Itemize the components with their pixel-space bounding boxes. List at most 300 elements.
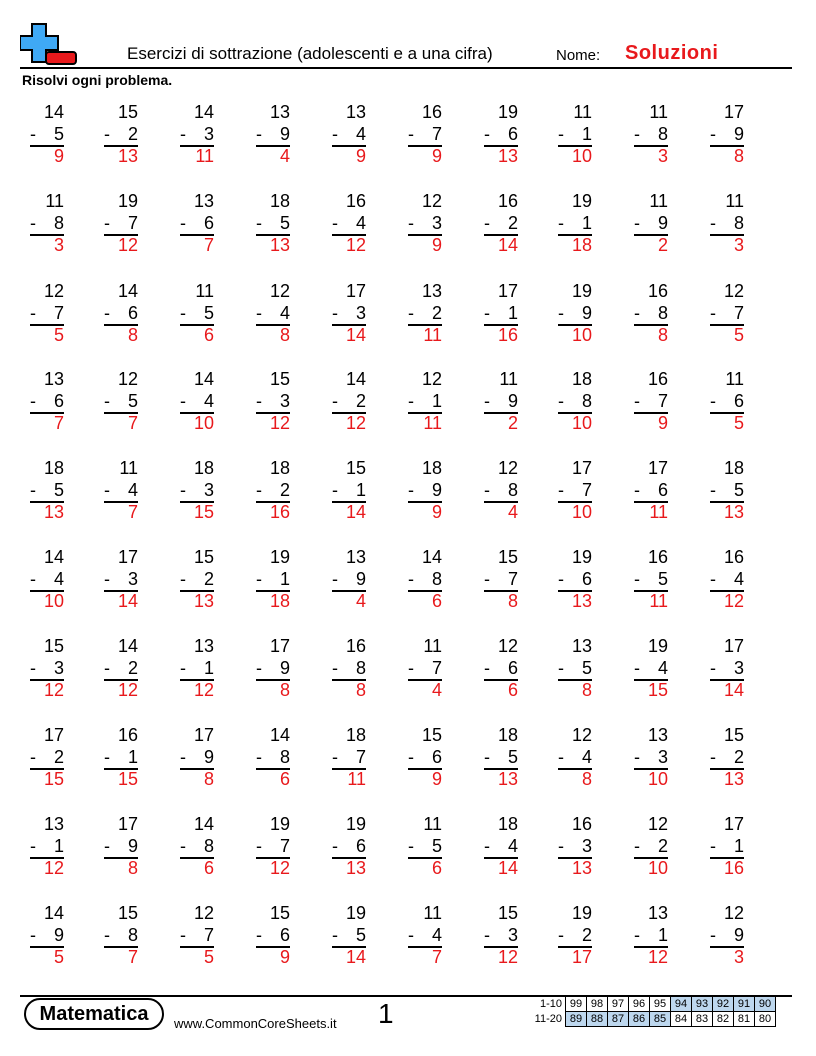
minus-sign: -	[710, 480, 716, 500]
answer: 17	[571, 947, 592, 967]
minuend: 13	[647, 903, 668, 923]
subtrahend: 6	[127, 303, 138, 323]
minus-sign: -	[104, 480, 110, 500]
score-row	[522, 1012, 776, 1027]
subtrahend: 5	[203, 303, 214, 323]
score-cell: 82	[713, 1012, 734, 1027]
minus-sign: -	[30, 391, 36, 411]
minus-sign: -	[634, 303, 640, 323]
subtrahend: 2	[53, 747, 64, 767]
minuend: 14	[43, 102, 64, 122]
minuend: 18	[193, 458, 214, 478]
subtrahend: 9	[203, 747, 214, 767]
minus-sign: -	[558, 658, 564, 678]
subtrahend: 1	[53, 836, 64, 856]
answer: 12	[345, 413, 366, 433]
minus-sign: -	[180, 124, 186, 144]
score-cell: 97	[608, 997, 629, 1012]
minuend: 19	[345, 814, 366, 834]
subtrahend: 4	[657, 658, 668, 678]
score-cell: 95	[650, 997, 671, 1012]
minuend: 12	[723, 281, 744, 301]
minus-sign: -	[484, 569, 490, 589]
score-cell: 80	[755, 1012, 776, 1027]
minus-sign: -	[332, 925, 338, 945]
subtrahend: 4	[355, 124, 366, 144]
minus-sign: -	[180, 836, 186, 856]
minus-sign: -	[558, 747, 564, 767]
minuend: 11	[649, 102, 668, 122]
answer: 14	[723, 680, 744, 700]
minuend: 17	[723, 814, 744, 834]
answer: 5	[53, 325, 64, 345]
subtrahend: 3	[203, 124, 214, 144]
score-cell: 92	[713, 997, 734, 1012]
answer: 5	[733, 413, 744, 433]
subtrahend: 9	[127, 836, 138, 856]
answer: 8	[203, 769, 214, 789]
minuend: 15	[193, 547, 214, 567]
minus-sign: -	[634, 836, 640, 856]
answer: 11	[649, 591, 668, 611]
minus-sign: -	[634, 391, 640, 411]
page-number: 1	[378, 998, 394, 1029]
subtrahend: 5	[279, 213, 290, 233]
minus-sign: -	[332, 303, 338, 323]
answer: 18	[571, 235, 592, 255]
minuend: 19	[117, 191, 138, 211]
minus-sign: -	[408, 303, 414, 323]
answer: 6	[431, 591, 442, 611]
subtrahend: 8	[53, 213, 64, 233]
answer: 9	[279, 947, 290, 967]
subtrahend: 4	[431, 925, 442, 945]
minuend: 18	[421, 458, 442, 478]
minuend: 12	[117, 369, 138, 389]
subtrahend: 6	[355, 836, 366, 856]
minus-sign: -	[558, 303, 564, 323]
minuend: 11	[649, 191, 668, 211]
minus-sign: -	[710, 747, 716, 767]
subtrahend: 2	[203, 569, 214, 589]
subtrahend: 8	[657, 124, 668, 144]
answer: 12	[193, 680, 214, 700]
minus-sign: -	[408, 480, 414, 500]
minus-sign: -	[256, 124, 262, 144]
minus-sign: -	[634, 747, 640, 767]
subtrahend: 3	[657, 747, 668, 767]
minus-sign: -	[104, 836, 110, 856]
minus-sign: -	[484, 391, 490, 411]
minuend: 18	[497, 725, 518, 745]
answer: 12	[269, 413, 290, 433]
subtrahend: 2	[431, 303, 442, 323]
answer: 15	[193, 502, 214, 522]
minus-sign: -	[710, 836, 716, 856]
minuend: 13	[345, 547, 366, 567]
score-cell: 87	[608, 1012, 629, 1027]
minus-sign: -	[332, 124, 338, 144]
answer: 4	[431, 680, 442, 700]
minuend: 15	[269, 903, 290, 923]
minus-sign: -	[180, 747, 186, 767]
answer: 3	[733, 947, 744, 967]
minuend: 12	[571, 725, 592, 745]
minus-sign: -	[30, 213, 36, 233]
minuend: 14	[43, 547, 64, 567]
answer: 7	[53, 413, 64, 433]
minuend: 12	[421, 369, 442, 389]
minus-sign: -	[104, 124, 110, 144]
subtrahend: 6	[203, 213, 214, 233]
answer: 15	[647, 680, 668, 700]
minus-sign: -	[30, 303, 36, 323]
minuend: 14	[43, 903, 64, 923]
minuend: 18	[269, 191, 290, 211]
answer: 8	[657, 325, 668, 345]
minus-sign: -	[180, 569, 186, 589]
answer: 10	[571, 146, 592, 166]
answer: 14	[345, 502, 366, 522]
minuend: 13	[421, 281, 442, 301]
answer: 14	[345, 325, 366, 345]
minus-sign: -	[634, 658, 640, 678]
answer: 14	[497, 235, 518, 255]
minuend: 19	[571, 191, 592, 211]
subtrahend: 1	[733, 836, 744, 856]
answer: 14	[497, 858, 518, 878]
minuend: 19	[345, 903, 366, 923]
minuend: 11	[725, 191, 744, 211]
minus-sign: -	[104, 213, 110, 233]
subtrahend: 6	[507, 124, 518, 144]
minus-sign: -	[332, 658, 338, 678]
minus-sign: -	[180, 925, 186, 945]
minuend: 16	[647, 547, 668, 567]
minus-sign: -	[256, 658, 262, 678]
score-cell: 85	[650, 1012, 671, 1027]
minuend: 19	[497, 102, 518, 122]
minus-sign: -	[484, 925, 490, 945]
minus-sign: -	[710, 124, 716, 144]
answer: 8	[127, 858, 138, 878]
minuend: 19	[647, 636, 668, 656]
answer: 10	[571, 502, 592, 522]
minus-sign: -	[104, 569, 110, 589]
minuend: 17	[647, 458, 668, 478]
minuend: 13	[269, 102, 290, 122]
subtrahend: 6	[581, 569, 592, 589]
minuend: 16	[723, 547, 744, 567]
minuend: 15	[269, 369, 290, 389]
minuend: 17	[723, 636, 744, 656]
subtrahend: 5	[581, 658, 592, 678]
subtrahend: 7	[431, 658, 442, 678]
subtrahend: 5	[53, 480, 64, 500]
answer: 14	[117, 591, 138, 611]
answer: 6	[203, 858, 214, 878]
minus-sign: -	[558, 836, 564, 856]
answer: 3	[657, 146, 668, 166]
answer: 6	[203, 325, 214, 345]
answer: 15	[43, 769, 64, 789]
page-title: Esercizi di sottrazione (adolescenti e a una cifra)	[127, 44, 493, 63]
answer: 10	[571, 325, 592, 345]
minus-sign: -	[332, 747, 338, 767]
subtrahend: 5	[127, 391, 138, 411]
subtrahend: 1	[431, 391, 442, 411]
score-cell: 81	[734, 1012, 755, 1027]
minus-sign: -	[408, 569, 414, 589]
brand-badge: Matematica	[24, 998, 164, 1030]
score-cell: 91	[734, 997, 755, 1012]
subtrahend: 8	[657, 303, 668, 323]
minus-sign: -	[30, 925, 36, 945]
answer: 15	[117, 769, 138, 789]
minuend: 12	[497, 458, 518, 478]
subtrahend: 1	[507, 303, 518, 323]
subtrahend: 4	[127, 480, 138, 500]
answer: 13	[117, 146, 138, 166]
minuend: 17	[117, 814, 138, 834]
subtrahend: 8	[581, 391, 592, 411]
subtrahend: 2	[127, 124, 138, 144]
subtrahend: 9	[733, 925, 744, 945]
subtrahend: 9	[657, 213, 668, 233]
answer: 10	[647, 858, 668, 878]
answer: 7	[203, 235, 214, 255]
subtrahend: 6	[279, 925, 290, 945]
minuend: 13	[345, 102, 366, 122]
subtrahend: 5	[431, 836, 442, 856]
subtrahend: 8	[431, 569, 442, 589]
answer: 4	[507, 502, 518, 522]
subtrahend: 7	[203, 925, 214, 945]
answer: 9	[431, 769, 442, 789]
minuend: 14	[193, 369, 214, 389]
answer: 4	[355, 591, 366, 611]
score-cell: 90	[755, 997, 776, 1012]
score-cell: 83	[692, 1012, 713, 1027]
minus-sign: -	[710, 925, 716, 945]
minuend: 15	[497, 903, 518, 923]
subtrahend: 9	[581, 303, 592, 323]
subtrahend: 8	[203, 836, 214, 856]
minuend: 17	[269, 636, 290, 656]
answer: 13	[723, 502, 744, 522]
answer: 12	[43, 680, 64, 700]
subtrahend: 3	[127, 569, 138, 589]
minus-sign: -	[484, 480, 490, 500]
minuend: 18	[43, 458, 64, 478]
subtrahend: 3	[279, 391, 290, 411]
minuend: 11	[423, 636, 442, 656]
minus-sign: -	[558, 213, 564, 233]
minus-sign: -	[256, 480, 262, 500]
subtrahend: 4	[581, 747, 592, 767]
answer: 10	[571, 413, 592, 433]
answer: 3	[733, 235, 744, 255]
score-table	[522, 996, 776, 1027]
answer: 18	[269, 591, 290, 611]
subtrahend: 7	[127, 213, 138, 233]
minuend: 18	[497, 814, 518, 834]
minus-sign: -	[710, 391, 716, 411]
subtrahend: 7	[507, 569, 518, 589]
subtrahend: 1	[127, 747, 138, 767]
subtrahend: 4	[733, 569, 744, 589]
subtrahend: 2	[279, 480, 290, 500]
answer: 7	[127, 947, 138, 967]
subtrahend: 4	[203, 391, 214, 411]
subtrahend: 2	[733, 747, 744, 767]
minuend: 16	[345, 636, 366, 656]
minus-sign: -	[332, 480, 338, 500]
minuend: 17	[345, 281, 366, 301]
answer: 14	[345, 947, 366, 967]
minus-sign: -	[484, 213, 490, 233]
subtrahend: 8	[355, 658, 366, 678]
answer: 9	[431, 146, 442, 166]
name-label: Nome:	[556, 47, 601, 64]
minuend: 12	[193, 903, 214, 923]
subtrahend: 6	[733, 391, 744, 411]
answer: 11	[347, 769, 366, 789]
minus-sign: -	[558, 925, 564, 945]
minus-sign: -	[408, 836, 414, 856]
minus-sign: -	[256, 925, 262, 945]
minuend: 17	[723, 102, 744, 122]
minuend: 15	[723, 725, 744, 745]
answer: 12	[345, 235, 366, 255]
answer: 8	[507, 591, 518, 611]
subtrahend: 3	[507, 925, 518, 945]
minuend: 17	[571, 458, 592, 478]
subtrahend: 9	[733, 124, 744, 144]
minus-sign: -	[558, 391, 564, 411]
minuend: 17	[117, 547, 138, 567]
subtrahend: 7	[733, 303, 744, 323]
answer: 7	[431, 947, 442, 967]
subtrahend: 6	[657, 480, 668, 500]
minus-sign: -	[634, 124, 640, 144]
minuend: 18	[269, 458, 290, 478]
minus-sign: -	[30, 124, 36, 144]
answer: 10	[43, 591, 64, 611]
answer: 13	[497, 146, 518, 166]
minus-sign: -	[634, 213, 640, 233]
minuend: 13	[43, 369, 64, 389]
minuend: 11	[499, 369, 518, 389]
minus-sign: -	[30, 836, 36, 856]
answer: 12	[269, 858, 290, 878]
minus-sign: -	[710, 303, 716, 323]
minuend: 13	[193, 636, 214, 656]
minuend: 13	[193, 191, 214, 211]
answer: 2	[657, 235, 668, 255]
minus-sign: -	[710, 569, 716, 589]
minus-sign: -	[30, 747, 36, 767]
subtrahend: 1	[203, 658, 214, 678]
subtrahend: 9	[279, 658, 290, 678]
minuend: 11	[725, 369, 744, 389]
answer: 6	[507, 680, 518, 700]
answer: 12	[723, 591, 744, 611]
score-cell: 99	[566, 997, 587, 1012]
minus-sign: -	[332, 569, 338, 589]
minus-sign: -	[408, 124, 414, 144]
minuend: 11	[195, 281, 214, 301]
answer: 11	[649, 502, 668, 522]
minuend: 11	[45, 191, 64, 211]
minus-sign: -	[484, 658, 490, 678]
subtrahend: 6	[507, 658, 518, 678]
answer: 9	[431, 502, 442, 522]
subtrahend: 3	[53, 658, 64, 678]
minuend: 15	[117, 102, 138, 122]
minuend: 12	[647, 814, 668, 834]
minuend: 17	[497, 281, 518, 301]
answer: 9	[355, 146, 366, 166]
minuend: 16	[117, 725, 138, 745]
subtrahend: 8	[279, 747, 290, 767]
minuend: 17	[43, 725, 64, 745]
minuend: 16	[497, 191, 518, 211]
score-cell: 93	[692, 997, 713, 1012]
minuend: 19	[269, 547, 290, 567]
answer: 16	[497, 325, 518, 345]
answer: 2	[507, 413, 518, 433]
minus-sign: -	[180, 658, 186, 678]
minus-sign: -	[30, 569, 36, 589]
minuend: 15	[43, 636, 64, 656]
minus-sign: -	[634, 569, 640, 589]
minuend: 16	[345, 191, 366, 211]
minuend: 11	[423, 814, 442, 834]
subtrahend: 9	[431, 480, 442, 500]
minus-sign: -	[104, 303, 110, 323]
answer: 6	[279, 769, 290, 789]
subtrahend: 1	[279, 569, 290, 589]
answer: 16	[269, 502, 290, 522]
site-url: www.CommonCoreSheets.it	[174, 1016, 337, 1031]
subtrahend: 5	[507, 747, 518, 767]
answer: 13	[43, 502, 64, 522]
subtrahend: 7	[355, 747, 366, 767]
minuend: 13	[647, 725, 668, 745]
score-range-label: 1-10	[539, 998, 562, 1010]
answer: 12	[647, 947, 668, 967]
minus-sign: -	[256, 569, 262, 589]
minus-sign: -	[180, 480, 186, 500]
answer: 12	[497, 947, 518, 967]
minus-sign: -	[710, 213, 716, 233]
subtrahend: 6	[431, 747, 442, 767]
minus-sign: -	[180, 213, 186, 233]
answer: 9	[657, 413, 668, 433]
minuend: 18	[571, 369, 592, 389]
minuend: 16	[571, 814, 592, 834]
subtrahend: 5	[733, 480, 744, 500]
score-cell: 94	[671, 997, 692, 1012]
subtrahend: 7	[657, 391, 668, 411]
minuend: 14	[117, 636, 138, 656]
minus-sign: -	[484, 303, 490, 323]
minus-sign: -	[180, 303, 186, 323]
subtrahend: 1	[581, 213, 592, 233]
minuend: 14	[193, 814, 214, 834]
minuend: 15	[345, 458, 366, 478]
